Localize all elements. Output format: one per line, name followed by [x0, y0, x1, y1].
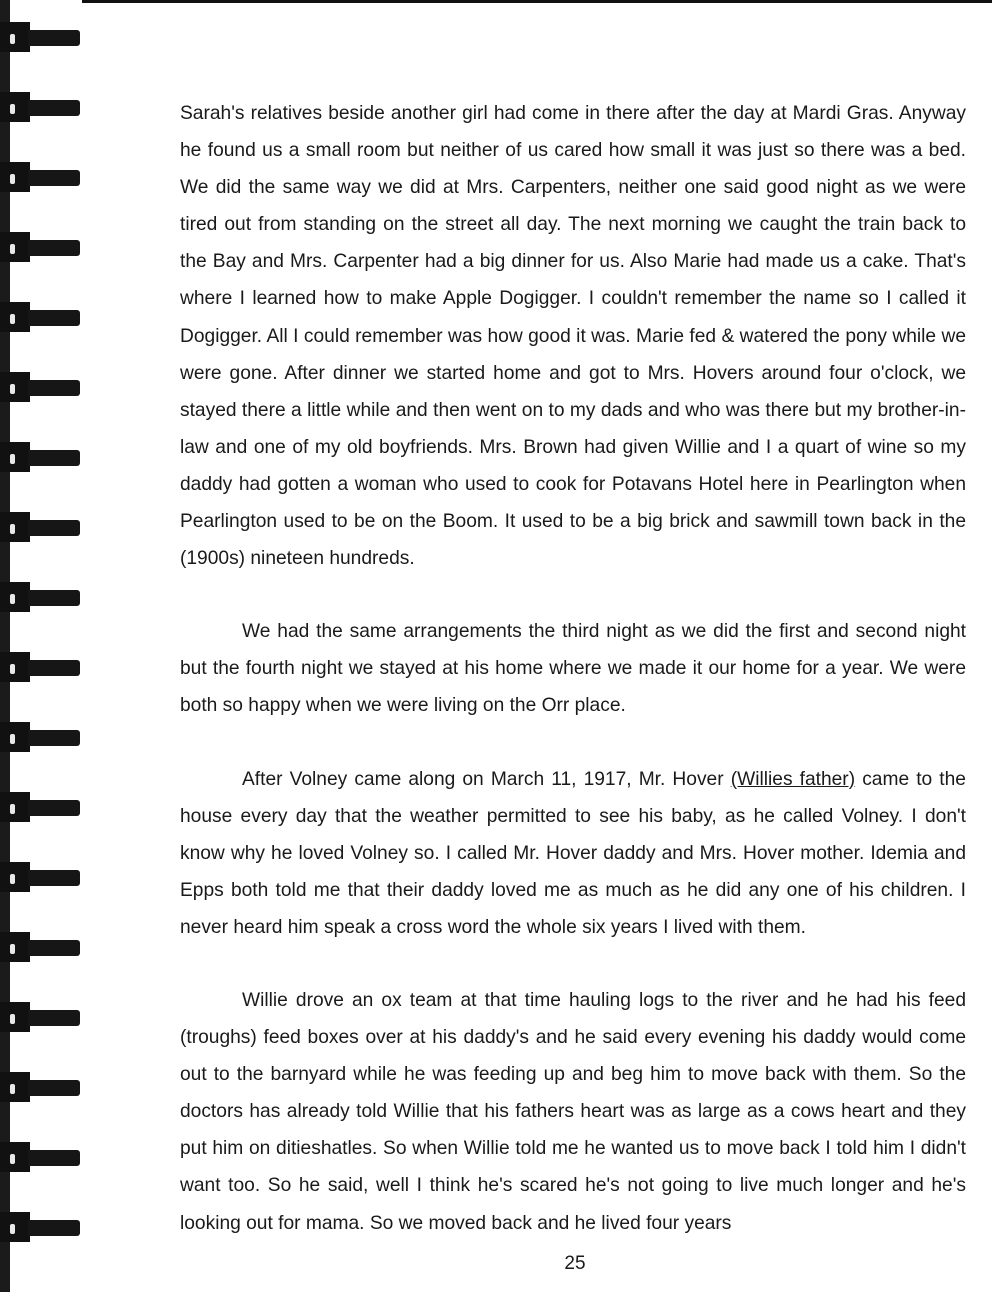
paragraph — [180, 761, 966, 946]
top-edge-rule — [0, 0, 992, 3]
binding-loop — [0, 1212, 80, 1242]
paragraph: Willie drove an ox team at that time hauling logs to the river and he had his feed (troughs) feed boxes over at his daddy's and he said every evening his daddy would come out to the barnyard while he was feeding up and beg him to move back with them. So the doctors has already told Willie that his fathers heart was as large as a cows heart and they put him on ditieshatles. So when Willie told me he wanted us to move back I told him I didn't want too. So he said, well I think he's scared he's not going to live much longer and he's looking out for mama. So we moved back and he lived four years — [180, 989, 966, 1234]
binding-loop — [0, 652, 80, 682]
binding-loop — [0, 1142, 80, 1172]
spiral-binding — [0, 0, 82, 1292]
binding-loop — [0, 372, 80, 402]
binding-loop — [0, 722, 80, 752]
binding-loop — [0, 442, 80, 472]
paragraph: Sarah's relatives beside another girl had come in there after the day at Mardi Gras. Anyway he found us a small room but neither of us cared how small it was just so there was a bed. We did the same way we did at Mrs. Carpenters, neither one said good night as we were tired out from standing on the street all day. The next morning we caught the train back to the Bay and Mrs. Carpenter had a big dinner for us. Also Marie had made us a cake. That's where I learned how to make Apple Dogigger. I couldn't remember the name so I called it Dogigger. All I could remember was how good it was. Marie fed & watered the pony while we were gone. After dinner we started home and got to Mrs. Hovers around four o'clock, we stayed there a little while and then went on to my dads and who was there but my brother-in-law and one of my old boyfriends. Mrs. Brown had given Willie and I a quart of wine so my daddy had gotten a woman who used to cook for Potavans Hotel here in Pearlington when Pearlington used to be on the Boom. It used to be a big brick and sawmill town back in the (1900s) nineteen hundreds. — [180, 103, 966, 570]
paragraph-text: After Volney came along on March 11, 1917, Mr. Hover — [242, 768, 731, 790]
binding-loop — [0, 792, 80, 822]
page-number: 25 — [564, 1253, 586, 1274]
binding-loop — [0, 1072, 80, 1102]
binding-loop — [0, 232, 80, 262]
underlined-text: (Willies father) — [730, 768, 856, 790]
paragraph-text: came to the house every day that the weather permitted to see his baby, as he called Volney. I don't know why he loved Volney so. I called Mr. Hover daddy and Mrs. Hover mother. Idemia and Epps both told me that their daddy loved me as much as he did any one of his children. I never heard him speak a cross word the whole six years I lived with them. — [180, 768, 966, 938]
paragraph: We had the same arrangements the third night as we did the first and second night but the fourth night we stayed at his home where we made it our home for a year. We were both so happy when we were living on the Orr place. — [180, 621, 966, 717]
binding-loop — [0, 1002, 80, 1032]
binding-loop — [0, 22, 80, 52]
binding-loop — [0, 512, 80, 542]
binding-loop — [0, 92, 80, 122]
binding-loop — [0, 582, 80, 612]
binding-loop — [0, 862, 80, 892]
document-body — [180, 95, 966, 1242]
binding-loop — [0, 302, 80, 332]
binding-loop — [0, 162, 80, 192]
binding-loop — [0, 932, 80, 962]
